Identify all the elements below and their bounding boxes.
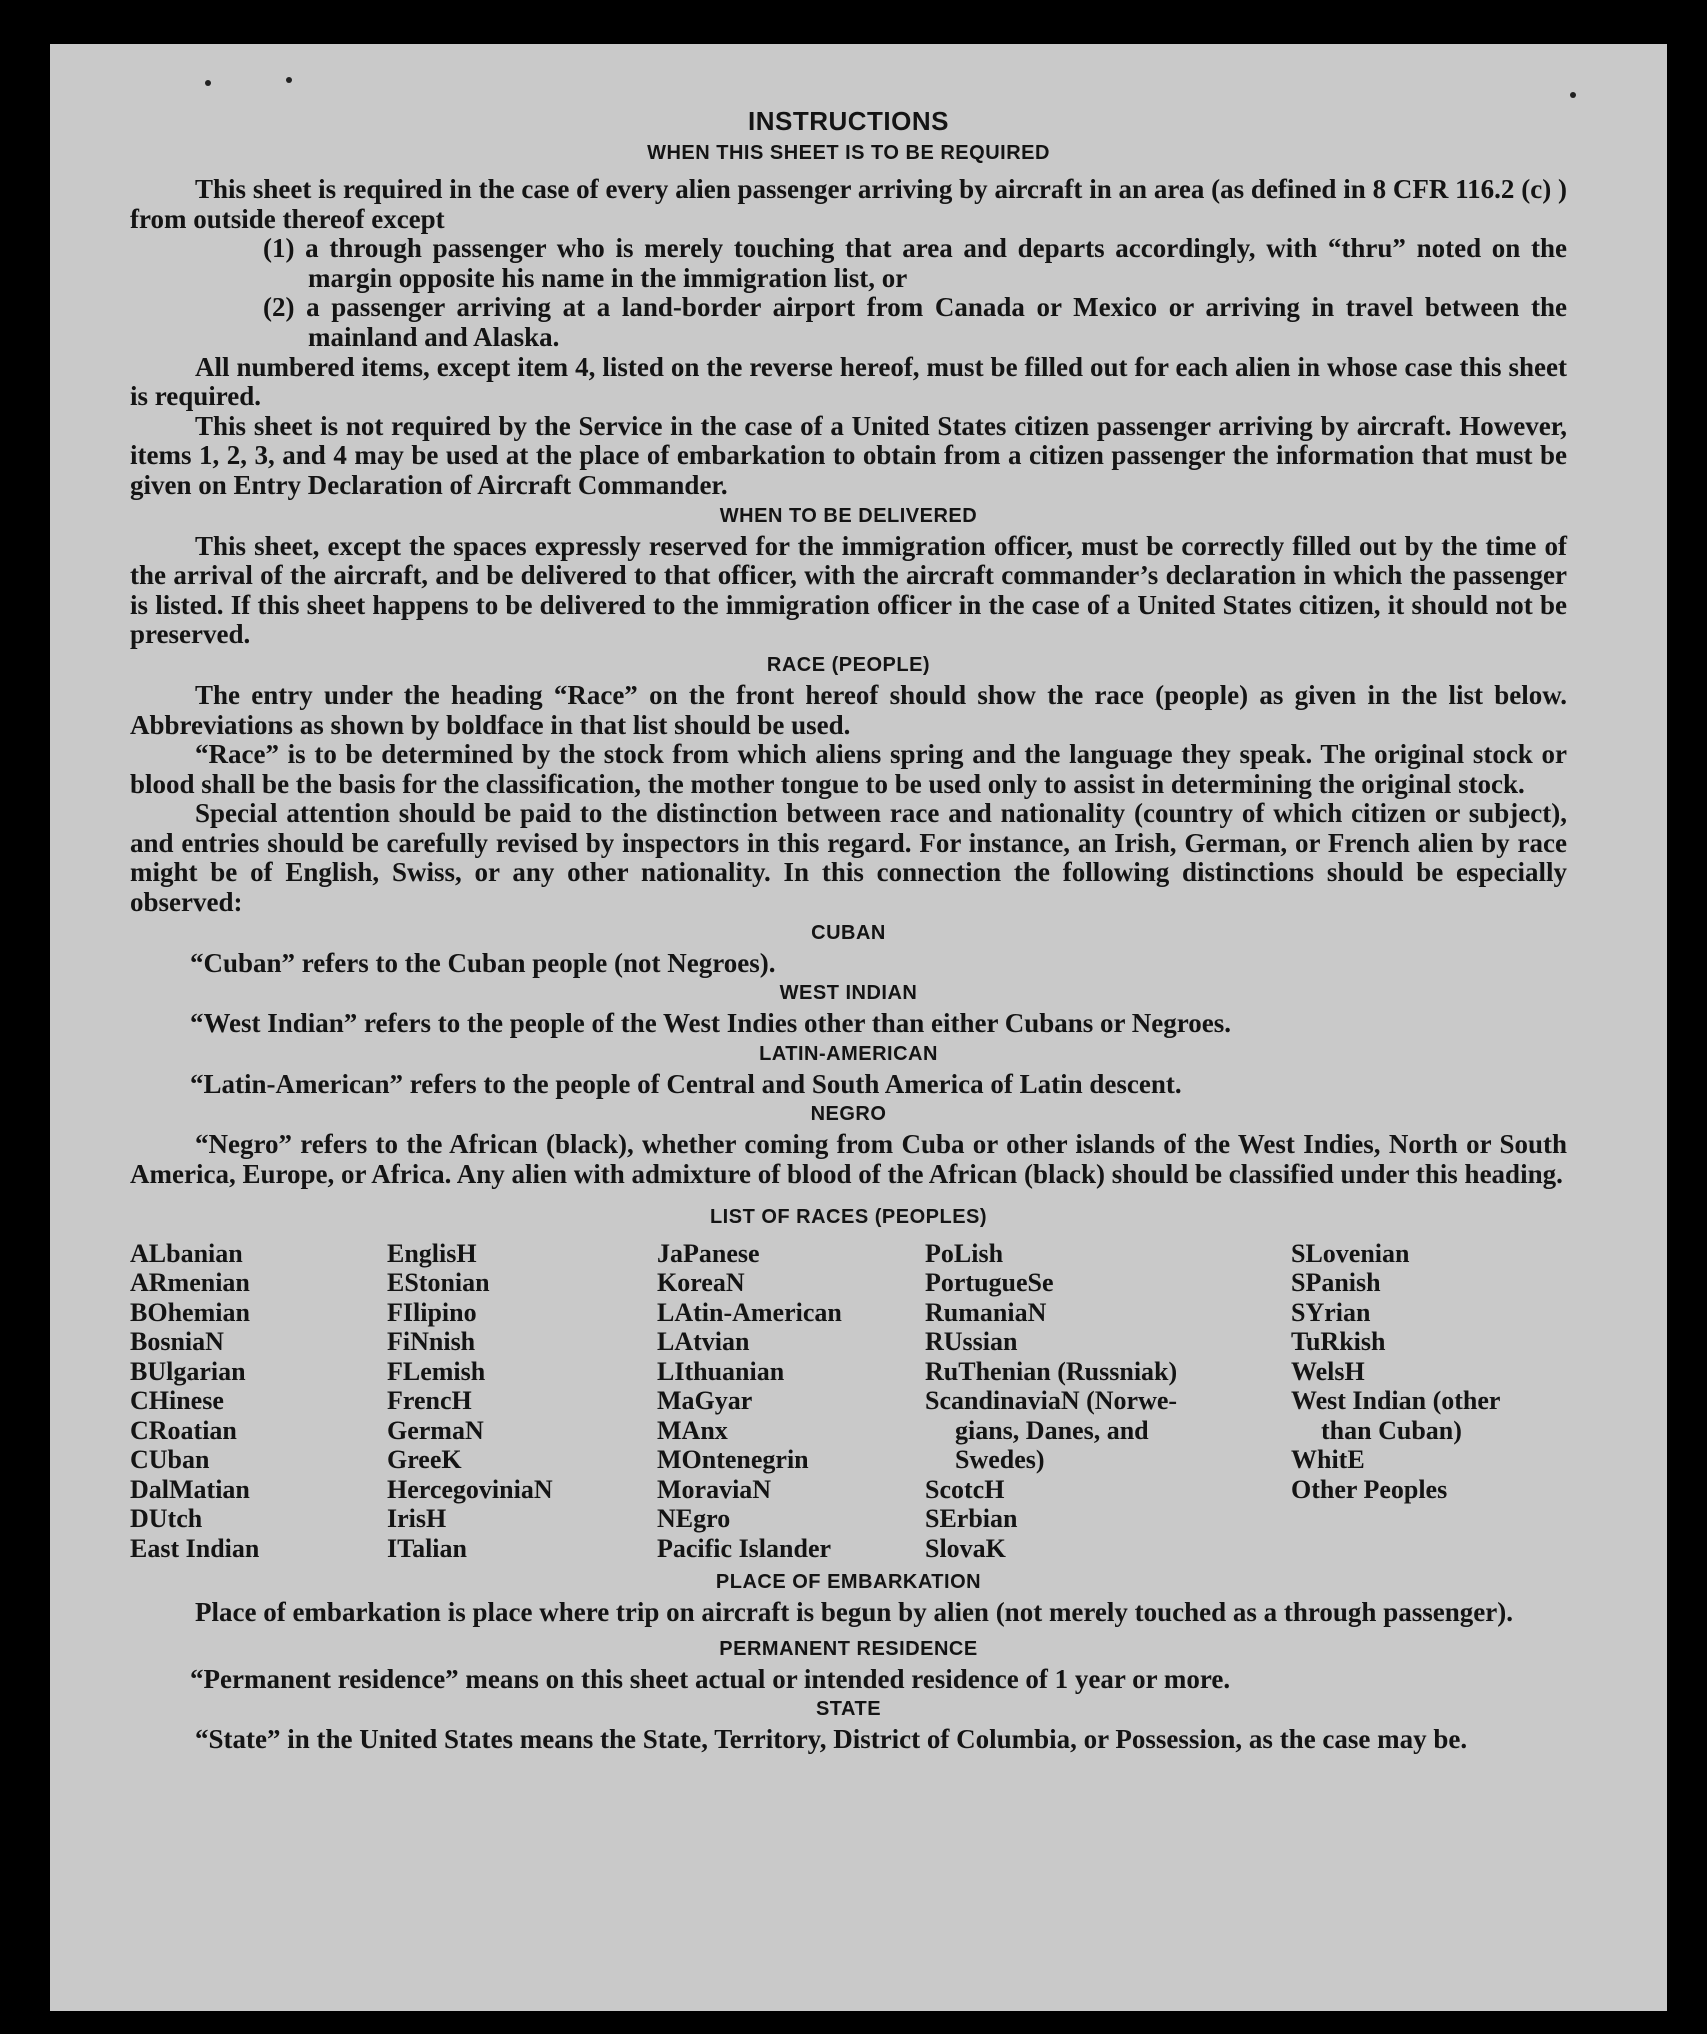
section-heading-embarkation: PLACE OF EMBARKATION bbox=[715, 1571, 982, 1594]
race-entry: CUban bbox=[130, 1445, 210, 1475]
race-entry: ALbanian bbox=[130, 1238, 243, 1268]
page-title: INSTRUCTIONS bbox=[748, 106, 949, 136]
race-entry: JaPanese bbox=[657, 1238, 760, 1268]
race-entry: than Cuban) bbox=[1321, 1415, 1462, 1445]
race-entry: KoreaN bbox=[657, 1268, 745, 1298]
race-entry: West Indian (other bbox=[1291, 1386, 1501, 1416]
races-column-4 bbox=[925, 1239, 1291, 1564]
race-entry: EnglisH bbox=[387, 1238, 477, 1268]
race-entry: DUtch bbox=[130, 1504, 203, 1534]
section-heading-race: RACE (PEOPLE) bbox=[766, 653, 931, 676]
race-entry: HercegoviniaN bbox=[387, 1474, 553, 1504]
definition-west-indian: “West Indian” refers to the people of the West Indies other than either Cubans or Negroes. bbox=[190, 1008, 1232, 1039]
paragraph-race-1: The entry under the heading “Race” on the front hereof should show the race (people) as given in the list below. Abbreviations as shown by boldface in that list should be used. bbox=[130, 679, 1567, 740]
race-entry: ScandinaviaN (Norwe- bbox=[925, 1386, 1178, 1416]
section-heading-when-required: WHEN THIS SHEET IS TO BE REQUIRED bbox=[647, 142, 1050, 164]
definition-heading-cuban: CUBAN bbox=[811, 921, 886, 944]
race-entry: BOhemian bbox=[130, 1297, 250, 1327]
race-entry: East Indian bbox=[130, 1533, 260, 1563]
race-entry: gians, Danes, and bbox=[955, 1415, 1149, 1445]
paragraph-residence: “Permanent residence” means on this sheet actual or intended residence of 1 year or more. bbox=[190, 1663, 1231, 1694]
list-of-races bbox=[130, 1239, 1567, 1564]
race-entry: FIlipino bbox=[387, 1297, 477, 1327]
definition-heading-latin-american: LATIN-AMERICAN bbox=[759, 1042, 938, 1065]
race-entry: PortugueSe bbox=[925, 1268, 1054, 1298]
scan-speck bbox=[286, 77, 292, 83]
instructions-text bbox=[130, 104, 1567, 1755]
race-entry: MOntenegrin bbox=[657, 1445, 809, 1475]
race-entry: RUssian bbox=[925, 1327, 1018, 1357]
races-column-3 bbox=[657, 1239, 925, 1564]
race-entry: LIthuanian bbox=[657, 1356, 785, 1386]
race-entry: GreeK bbox=[387, 1445, 462, 1475]
race-entry: Pacific Islander bbox=[657, 1533, 832, 1563]
list-of-races-heading: LIST OF RACES (PEOPLES) bbox=[709, 1205, 988, 1228]
race-entry: FiNnish bbox=[387, 1327, 476, 1357]
race-entry: LAtvian bbox=[657, 1327, 750, 1357]
races-column-5 bbox=[1291, 1239, 1567, 1564]
definition-heading-negro: NEGRO bbox=[810, 1103, 887, 1126]
race-entry: MaGyar bbox=[657, 1386, 753, 1416]
section-heading-residence: PERMANENT RESIDENCE bbox=[719, 1637, 978, 1660]
race-entry: CHinese bbox=[130, 1386, 224, 1416]
race-entry: WhitE bbox=[1291, 1445, 1365, 1475]
race-entry: MoraviaN bbox=[657, 1474, 772, 1504]
definition-cuban: “Cuban” refers to the Cuban people (not Negroes). bbox=[190, 947, 776, 978]
race-entry: CRoatian bbox=[130, 1415, 237, 1445]
races-column-2 bbox=[387, 1239, 657, 1564]
race-entry: SErbian bbox=[925, 1504, 1018, 1534]
race-entry: SYrian bbox=[1291, 1297, 1371, 1327]
race-entry: SlovaK bbox=[925, 1533, 1006, 1563]
race-entry: RuThenian (Russniak) bbox=[925, 1356, 1178, 1386]
race-entry: EStonian bbox=[387, 1268, 490, 1298]
race-entry: Swedes) bbox=[955, 1445, 1045, 1475]
paragraph-numbered-items: All numbered items, except item 4, listed on the reverse hereof, must be filled out for each alien in whose case this sheet is required. bbox=[130, 351, 1567, 412]
race-entry: ITalian bbox=[387, 1533, 467, 1563]
race-entry: RumaniaN bbox=[925, 1297, 1047, 1327]
race-entry: SLovenian bbox=[1291, 1238, 1410, 1268]
race-entry: FrencH bbox=[387, 1386, 472, 1416]
definition-latin-american: “Latin-American” refers to the people of Central and South America of Latin descent. bbox=[190, 1068, 1182, 1099]
race-entry: IrisH bbox=[387, 1504, 447, 1534]
race-entry: Other Peoples bbox=[1291, 1474, 1448, 1504]
race-entry: NEgro bbox=[657, 1504, 731, 1534]
race-entry: FLemish bbox=[387, 1356, 486, 1386]
paragraph-race-2: “Race” is to be determined by the stock from which aliens spring and the language they speak. The original stock or blood shall be the basis for the classification, the mother tongue to be used only to assist in determining the original stock. bbox=[130, 739, 1567, 799]
race-entry: PoLish bbox=[925, 1238, 1004, 1268]
exception-item-1: (1) a through passenger who is merely touching that area and departs accordingly, with “thru” noted on the margin opposite his name in the immigration list, or bbox=[263, 233, 1567, 293]
race-entry: ARmenian bbox=[130, 1268, 250, 1298]
race-entry: TuRkish bbox=[1291, 1327, 1386, 1357]
document-sheet bbox=[50, 44, 1667, 2011]
scan-speck bbox=[1570, 92, 1576, 98]
section-heading-when-delivered: WHEN TO BE DELIVERED bbox=[719, 504, 978, 527]
race-entry: ScotcH bbox=[925, 1474, 1005, 1504]
definition-negro: “Negro” refers to the African (black), whether coming from Cuba or other islands of the West Indies, North or South America, Europe, or Africa. Any alien with admixture of blood of the African (black) should be classified under this heading. bbox=[130, 1129, 1567, 1190]
paragraph-delivery: This sheet, except the spaces expressly reserved for the immigration officer, must be correctly filled out by the time of the arrival of the aircraft, and be delivered to that officer, with the aircraft commander’s declaration in which the passenger is listed. If this sheet happens to be delivered to the immigration officer in the case of a United States citizen, it should not be preserved. bbox=[130, 530, 1567, 650]
race-entry: WelsH bbox=[1291, 1356, 1365, 1386]
definition-heading-west-indian: WEST INDIAN bbox=[779, 982, 918, 1005]
race-entry: DalMatian bbox=[130, 1474, 250, 1504]
paragraph-citizen: This sheet is not required by the Service in the case of a United States citizen passenger arriving by aircraft. However, items 1, 2, 3, and 4 may be used at the place of embarkation to obtain from a citizen passenger the information that must be given on Entry Declaration of Aircraft Commander. bbox=[130, 410, 1567, 500]
race-entry: BosniaN bbox=[130, 1327, 224, 1357]
races-column-1 bbox=[130, 1239, 387, 1564]
race-entry: GermaN bbox=[387, 1415, 484, 1445]
scan-speck bbox=[205, 80, 211, 86]
section-heading-state: STATE bbox=[815, 1698, 882, 1721]
race-entry: SPanish bbox=[1291, 1268, 1381, 1298]
paragraph-required-intro: This sheet is required in the case of every alien passenger arriving by aircraft in an area (as defined in 8 CFR 116.2 (c) ) from outside thereof except bbox=[130, 174, 1567, 234]
race-entry: LAtin-American bbox=[657, 1297, 842, 1327]
race-entry: BUlgarian bbox=[130, 1356, 246, 1386]
exception-item-2: (2) a passenger arriving at a land-border airport from Canada or Mexico or arriving in travel between the mainland and Alaska. bbox=[263, 292, 1567, 352]
paragraph-state: “State” in the United States means the State, Territory, District of Columbia, or Possession, as the case may be. bbox=[195, 1724, 1468, 1755]
paragraph-embarkation: Place of embarkation is place where trip on aircraft is begun by alien (not merely touched as a through passenger). bbox=[195, 1597, 1513, 1628]
race-entry: MAnx bbox=[657, 1415, 728, 1445]
paragraph-race-3: Special attention should be paid to the distinction between race and nationality (country of which citizen or subject), and entries should be carefully revised by inspectors in this regard. For instance, an Irish, German, or French alien by race might be of English, Swiss, or any other nationality. In this connection the following distinctions should be especially observed: bbox=[130, 798, 1567, 918]
